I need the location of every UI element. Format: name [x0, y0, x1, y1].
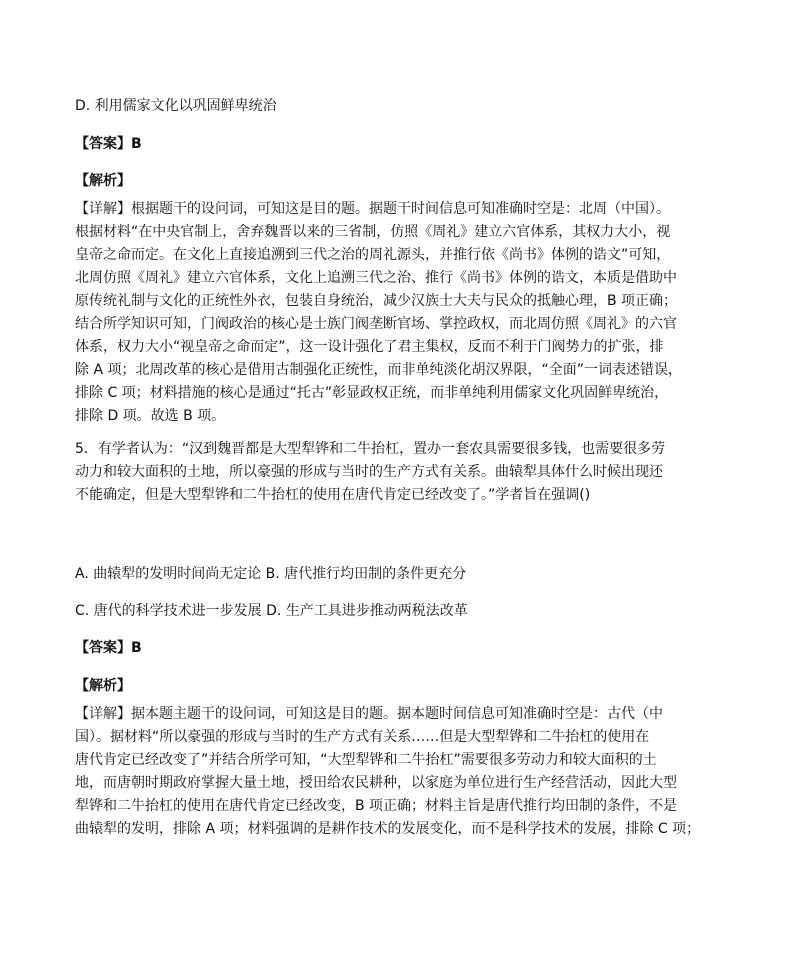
q5-detail-line: 唐代肯定已经改变了”并结合所学可知，“大型犁铧和二牛抬杠”需要很多劳动力和较大面积的土 — [75, 752, 657, 768]
q4-detail-paragraph — [75, 198, 695, 428]
q4-detail-line: 原传统礼制与文化的正统性外衣，包装自身统治，减少汉族士大夫与民众的抵触心理，B 项正确； — [75, 293, 678, 309]
q5-detail-line: 曲辕犁的发明，排除 A 项；材料强调的是耕作技术的发展变化，而不是科学技术的发展，排除 C 项； — [75, 821, 701, 837]
q4-detail-line: 排除 C 项；材料措施的核心是通过“托古”彰显政权正统，而非单纯利用儒家文化巩固鲜卑统治， — [75, 385, 669, 401]
q5-detail-line: 国）。据材料“所以豪强的形成与当时的生产方式有关系……但是大型犁铧和二牛抬杠的使用在 — [75, 729, 650, 745]
q4-detail-line: 体系，权力大小“视皇帝之命而定”，这一设计强化了君主集权，反而不利于门阀势力的扩张，排 — [75, 339, 664, 355]
q5-detail-line: 犁铧和二牛抬杠的使用在唐代肯定已经改变，B 项正确；材料主旨是唐代推行均田制的条件，不是 — [75, 798, 678, 814]
q5-detail-line: 地，而唐朝时期政府掌握大量土地，授田给农民耕种，以家庭为单位进行生产经营活动，因此大型 — [75, 775, 677, 791]
q5-detail-paragraph — [75, 703, 701, 841]
q4-detail-line: 根据材料“在中央官制上，舍弃魏晋以来的三省制，仿照《周礼》建立六官体系，其权力大小，视 — [75, 224, 671, 240]
q5-stem-line: 5．有学者认为：“汉到魏晋都是大型犁铧和二牛抬杠，置办一套农具需要很多钱，也需要很多劳 — [75, 441, 666, 457]
q5-stem-line: 不能确定，但是大型犁铧和二牛抬杠的使用在唐代肯定已经改变了。”学者旨在强调() — [75, 487, 591, 503]
q4-detail-line: 北周仿照《周礼》建立六官体系，文化上追溯三代之治、推行《尚书》体例的诰文，本质是借助中 — [75, 270, 677, 286]
q4-detail-line: 【详解】根据题干的设问词，可知这是目的题。据题干时间信息可知准确时空是：北周（中国）。 — [75, 201, 670, 217]
q4-option-d: D. 利用儒家文化以巩固鲜卑统治 — [75, 98, 277, 114]
q4-analysis-label: 【解析】 — [75, 173, 131, 189]
q4-detail-line: 除 A 项；北周改革的核心是借用古制强化正统性，而非单纯淡化胡汉界限，“全面”一词表述错误， — [75, 362, 682, 378]
q5-options-cd: C. 唐代的科学技术进一步发展 D. 生产工具进步推动两税法改革 — [75, 603, 468, 619]
q4-detail-line: 结合所学知识可知，门阀政治的核心是士族门阀垄断官场、掌控政权，而北周仿照《周礼》的六官 — [75, 316, 677, 332]
q5-analysis-label: 【解析】 — [75, 678, 131, 694]
q4-answer: 【答案】B — [75, 136, 142, 152]
q5-stem-paragraph — [75, 438, 695, 507]
q4-detail-line: 排除 D 项。故选 B 项。 — [75, 408, 226, 424]
q4-detail-line: 皇帝之命而定。在文化上直接追溯到三代之治的周礼源头，并推行依《尚书》体例的诰文”可知， — [75, 247, 671, 263]
q5-options-ab: A. 曲辕犁的发明时间尚无定论 B. 唐代推行均田制的条件更充分 — [75, 566, 467, 582]
q5-stem-line: 动力和较大面积的土地，所以豪强的形成与当时的生产方式有关系。曲辕犁具体什么时候出现还 — [75, 464, 663, 480]
q5-detail-line: 【详解】据本题主题干的设问词，可知这是目的题。据本题时间信息可知准确时空是：古代（中 — [75, 706, 663, 722]
q5-answer: 【答案】B — [75, 640, 142, 656]
